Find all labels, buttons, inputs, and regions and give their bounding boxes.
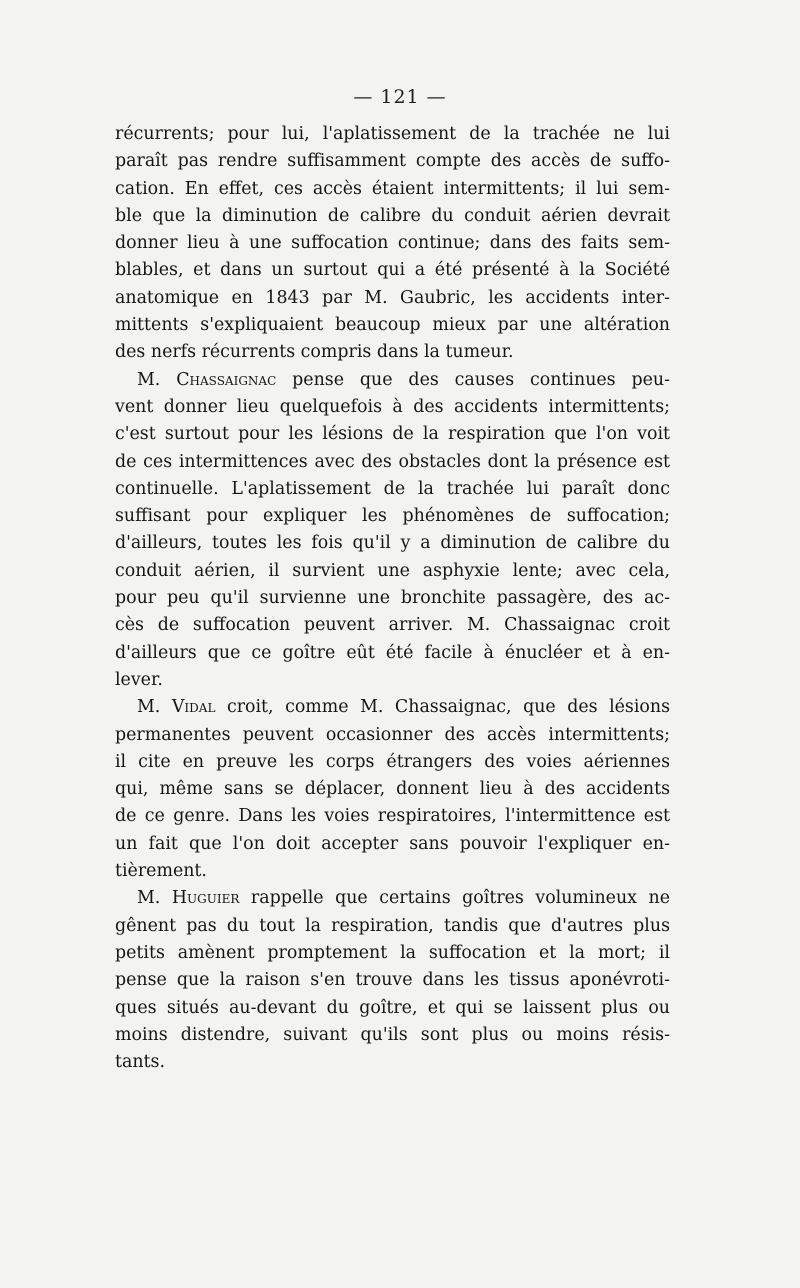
text-line: cès de suffocation peuvent arriver. M. Chassaignac croit — [115, 615, 670, 636]
text-line: il cite en preuve les corps étrangers des voies aériennes — [115, 751, 670, 772]
text-line: tièrement. — [115, 861, 207, 882]
text-line: suffisant pour expliquer les phénomènes de suffocation; — [115, 506, 670, 527]
text-line: mittents s'expliquaient beaucoup mieux par une altération — [115, 315, 670, 336]
text-line: permanentes peuvent occasionner des accès intermittents; — [115, 724, 670, 745]
text-line: récurrents; pour lui, l'aplatissement de la trachée ne lui — [115, 124, 670, 144]
speaker-name: Huguier — [171, 888, 240, 909]
text-line: paraît pas rendre suffisamment compte des accès de suffo- — [115, 151, 670, 172]
text-line — [115, 885, 670, 912]
text-line: lever. — [115, 669, 163, 690]
text-body — [115, 121, 670, 1076]
paragraph — [115, 121, 670, 367]
text-line: des nerfs récurrents compris dans la tumeur. — [115, 342, 514, 363]
text-line: ques situés au-devant du goître, et qui se laissent plus ou — [115, 997, 670, 1018]
text-line: d'ailleurs, toutes les fois qu'il y a diminution de calibre du — [115, 533, 670, 554]
text-line: blables, et dans un surtout qui a été présenté à la Société — [115, 260, 670, 281]
text-line: pense que la raison s'en trouve dans les tissus aponévroti- — [115, 970, 670, 991]
text-line: cation. En effet, ces accès étaient intermittents; il lui sem- — [115, 178, 670, 199]
text-line — [115, 694, 670, 721]
text-line: moins distendre, suivant qu'ils sont plus ou moins résis- — [115, 1024, 670, 1045]
text-line: continuelle. L'aplatissement de la trachée lui paraît donc — [115, 478, 670, 499]
paragraph — [115, 694, 670, 885]
text-line: de ce genre. Dans les voies respiratoires, l'intermittence est — [115, 806, 670, 827]
line-rest: pense que des causes continues peu- — [292, 369, 671, 390]
text-line: pour peu qu'il survienne une bronchite passagère, des ac- — [115, 588, 670, 609]
line-rest: rappelle que certains goîtres volumineux ne — [250, 888, 671, 909]
text-line — [115, 367, 670, 394]
paragraph — [115, 367, 670, 695]
text-line: vent donner lieu quelquefois à des accidents intermittents; — [115, 396, 670, 417]
text-line: un fait que l'on doit accepter sans pouvoir l'expliquer en- — [115, 833, 670, 854]
text-line: c'est surtout pour les lésions de la respiration que l'on voit — [115, 424, 670, 445]
text-line: anatomique en 1843 par M. Gaubric, les accidents inter- — [115, 287, 670, 308]
text-line: tants. — [115, 1052, 165, 1073]
speaker-name: Vidal — [171, 697, 216, 718]
speaker-prefix: M. — [137, 697, 161, 718]
text-line: gênent pas du tout la respiration, tandis que d'autres plus — [115, 915, 670, 936]
text-line: conduit aérien, il survient une asphyxie lente; avec cela, — [115, 560, 670, 581]
text-line: de ces intermittences avec des obstacles dont la présence est — [115, 451, 670, 472]
text-line: d'ailleurs que ce goître eût été facile à énucléer et à en- — [115, 642, 670, 663]
paragraph — [115, 885, 670, 1076]
text-line: petits amènent promptement la suffocation et la mort; il — [115, 942, 670, 963]
text-line: qui, même sans se déplacer, donnent lieu à des accidents — [115, 779, 670, 800]
line-rest: croit, comme M. Chassaignac, que des lésions — [226, 697, 671, 718]
speaker-prefix: M. — [137, 369, 161, 390]
speaker-prefix: M. — [137, 888, 161, 909]
speaker-name: Chassaignac — [176, 369, 277, 390]
text-line: ble que la diminution de calibre du conduit aérien devrait — [115, 205, 670, 226]
text-line: donner lieu à une suffocation continue; dans des faits sem- — [115, 233, 670, 254]
page-number: — 121 — — [353, 86, 447, 108]
